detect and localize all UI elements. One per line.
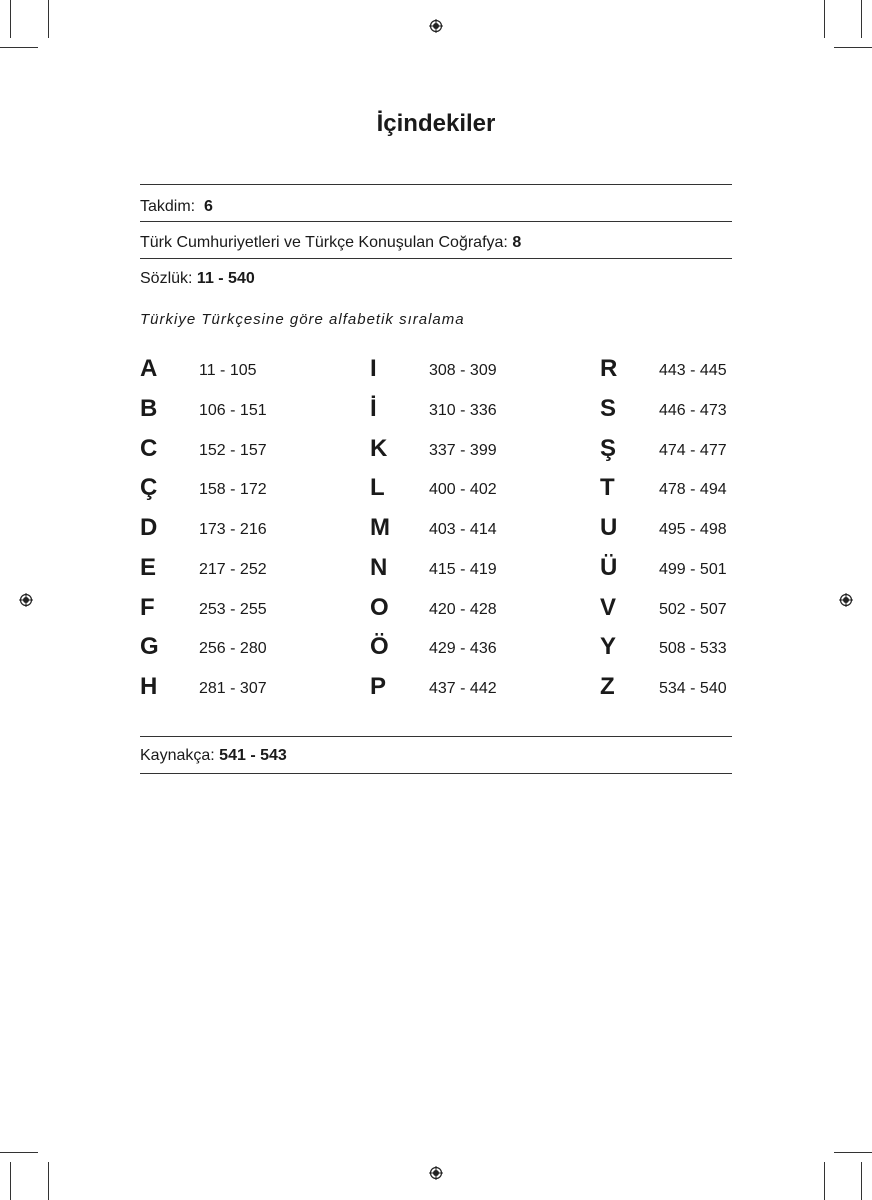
divider <box>140 258 732 259</box>
toc-pages: 11 - 540 <box>196 270 255 287</box>
index-letter: H <box>140 673 158 700</box>
crop-mark <box>10 0 11 38</box>
index-page-range: 415 - 419 <box>429 560 497 578</box>
toc-label: Türk Cumhuriyetleri ve Türkçe Konuşulan Coğrafya: <box>140 234 508 251</box>
index-page-range: 11 - 105 <box>199 362 257 379</box>
toc-item-cografya <box>140 234 521 252</box>
registration-mark-icon <box>19 593 33 607</box>
toc-pages: 541 - 543 <box>219 747 287 764</box>
index-letter: N <box>370 553 388 581</box>
index-letter: U <box>600 514 618 541</box>
index-page-range: 443 - 445 <box>659 362 727 379</box>
index-page-range: 308 - 309 <box>429 362 497 379</box>
index-page-range: 158 - 172 <box>199 481 267 499</box>
index-letter: Ü <box>600 553 618 581</box>
index-letter: Z <box>600 673 615 700</box>
crop-mark <box>834 1152 872 1153</box>
crop-mark <box>861 0 862 38</box>
registration-mark-icon <box>429 1166 443 1180</box>
crop-mark <box>834 47 872 48</box>
index-page-range: 429 - 436 <box>429 640 497 658</box>
divider <box>140 221 732 222</box>
index-page-range: 256 - 280 <box>199 640 267 658</box>
index-page-range: 474 - 477 <box>659 441 727 459</box>
crop-mark <box>48 1162 49 1200</box>
index-page-range: 437 - 442 <box>429 680 497 697</box>
crop-mark <box>10 1162 11 1200</box>
index-letter: İ <box>370 394 377 422</box>
index-letter: L <box>370 474 385 502</box>
crop-mark <box>0 1152 38 1153</box>
divider <box>140 184 732 185</box>
index-letter: Ö <box>370 633 389 661</box>
index-page-range: 502 - 507 <box>659 600 727 618</box>
index-letter: D <box>140 514 158 541</box>
index-letter: F <box>140 593 155 621</box>
index-page-range: 403 - 414 <box>429 521 497 538</box>
crop-mark <box>861 1162 862 1200</box>
index-page-range: 495 - 498 <box>659 521 727 538</box>
index-letter: O <box>370 593 389 621</box>
crop-mark <box>824 1162 825 1200</box>
index-page-range: 400 - 402 <box>429 481 497 499</box>
index-page-range: 253 - 255 <box>199 600 267 618</box>
index-page-range: 337 - 399 <box>429 441 497 459</box>
crop-mark <box>0 47 38 48</box>
index-letter: I <box>370 355 377 382</box>
index-page-range: 534 - 540 <box>659 680 727 697</box>
index-page-range: 508 - 533 <box>659 640 727 658</box>
index-letter: Y <box>600 633 617 661</box>
crop-mark <box>824 0 825 38</box>
toc-label: Sözlük: <box>140 270 193 287</box>
index-page-range: 173 - 216 <box>199 521 267 538</box>
index-page-range: 106 - 151 <box>199 401 267 419</box>
index-page-range: 310 - 336 <box>429 401 497 419</box>
page-title: İçindekiler <box>376 110 496 137</box>
registration-mark-icon <box>429 19 443 33</box>
toc-item-kaynakca <box>140 747 287 765</box>
toc-item-sozluk <box>140 270 255 288</box>
index-subtitle: Türkiye Türkçesine göre alfabetik sıralama <box>140 311 465 328</box>
index-letter: K <box>370 434 388 462</box>
index-letter: Ç <box>140 474 158 502</box>
index-letter: C <box>140 434 158 462</box>
index-page-range: 152 - 157 <box>199 441 267 459</box>
index-page-range: 478 - 494 <box>659 481 727 499</box>
toc-label: Kaynakça: <box>140 747 215 764</box>
index-letter: B <box>140 394 158 422</box>
toc-label: Takdim: <box>140 198 196 215</box>
index-letter: A <box>140 355 158 382</box>
divider <box>140 773 732 774</box>
index-letter: G <box>140 633 159 661</box>
index-letter: T <box>600 474 615 502</box>
index-page-range: 446 - 473 <box>659 401 727 419</box>
index-page-range: 217 - 252 <box>199 560 267 578</box>
index-page-range: 281 - 307 <box>199 680 267 697</box>
divider <box>140 736 732 737</box>
index-letter: Ş <box>600 434 617 462</box>
index-letter: E <box>140 553 157 581</box>
index-letter: M <box>370 514 390 541</box>
toc-pages: 6 <box>204 198 213 215</box>
toc-item-takdim <box>140 198 213 216</box>
index-letter: R <box>600 355 618 382</box>
crop-mark <box>48 0 49 38</box>
index-letter: S <box>600 394 617 422</box>
index-letter: P <box>370 673 387 700</box>
index-page-range: 420 - 428 <box>429 600 497 618</box>
toc-pages: 8 <box>512 234 522 251</box>
registration-mark-icon <box>839 593 853 607</box>
index-page-range: 499 - 501 <box>659 560 727 578</box>
index-letter: V <box>600 593 617 621</box>
